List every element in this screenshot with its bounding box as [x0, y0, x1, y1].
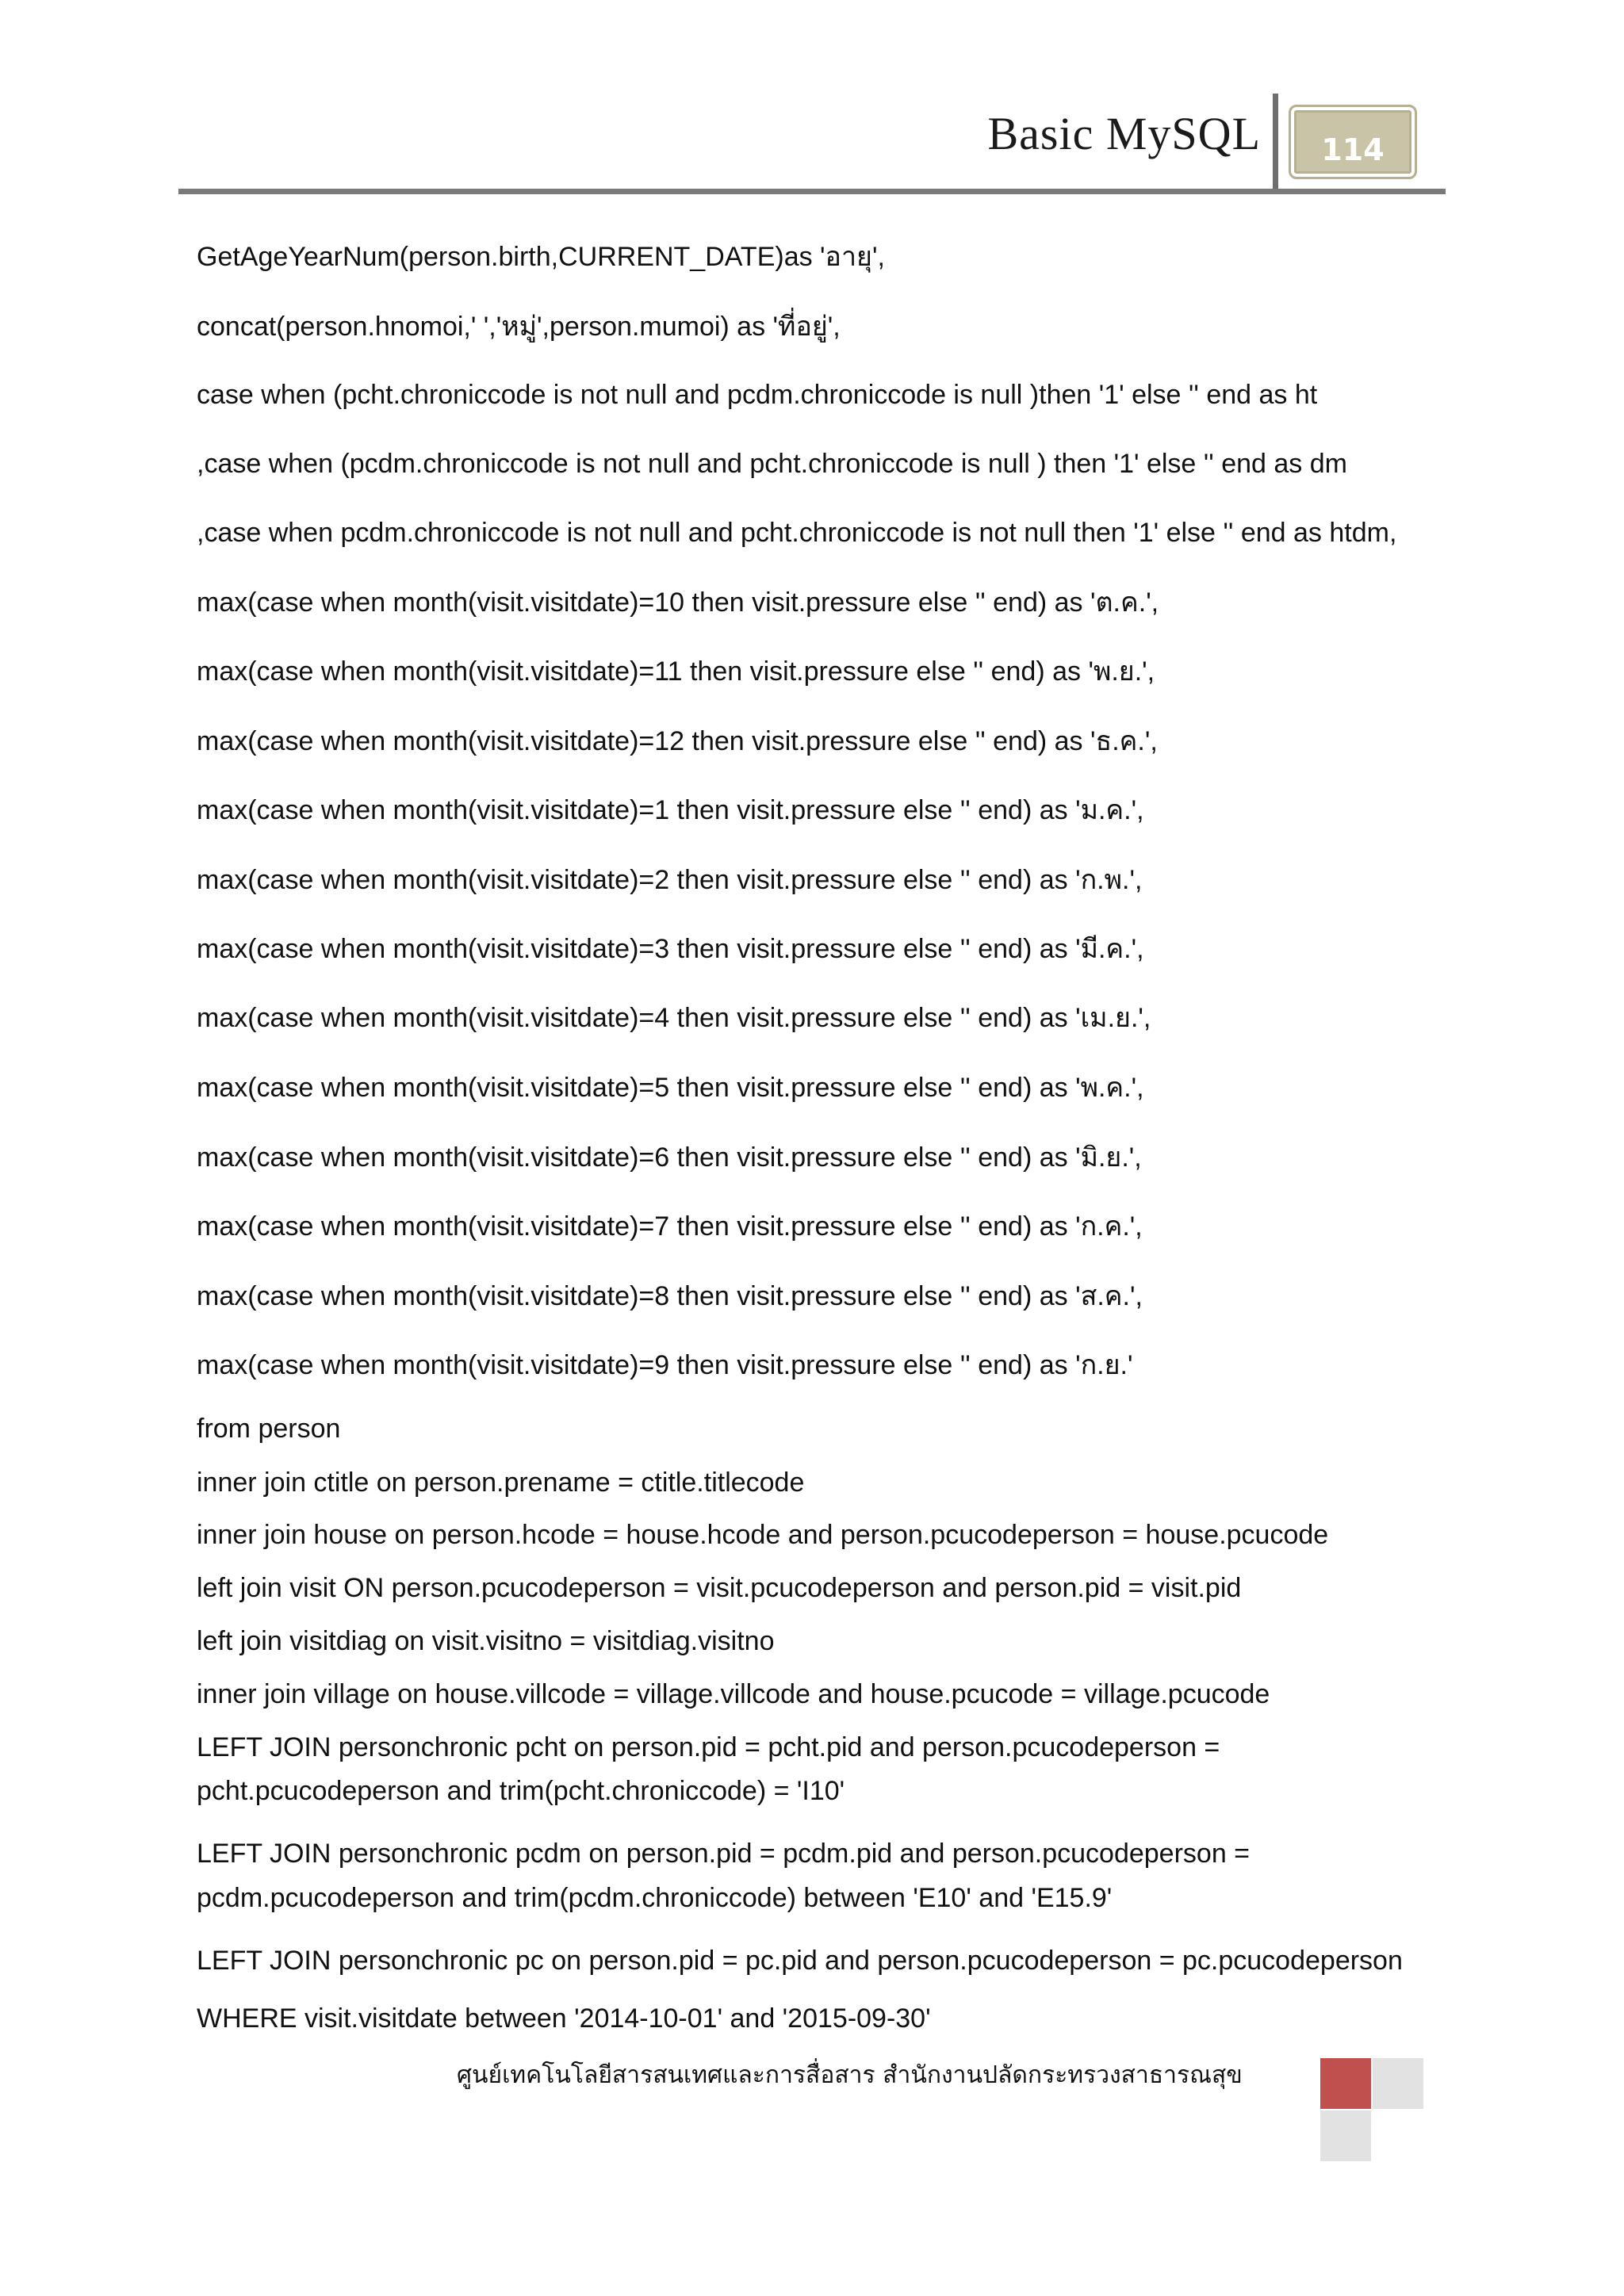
footer-organization: ศูนย์เทคโนโลยีสารสนเทศและการสื่อสาร สำนักงานปลัดกระทรวงสาธารณสุข: [457, 2061, 1243, 2089]
code-line: pcht.pcucodeperson and trim(pcht.chroniccode) = 'I10': [197, 1776, 845, 1806]
code-line: max(case when month(visit.visitdate)=7 then visit.pressure else '' end) as 'ก.ค.',: [197, 1211, 1143, 1242]
code-line: pcdm.pcucodeperson and trim(pcdm.chroniccode) between 'E10' and 'E15.9': [197, 1883, 1113, 1913]
code-line: from person: [197, 1414, 341, 1444]
code-line: left join visitdiag on visit.visitno = visitdiag.visitno: [197, 1626, 775, 1656]
code-line: max(case when month(visit.visitdate)=6 then visit.pressure else '' end) as 'มิ.ย.',: [197, 1142, 1142, 1173]
code-line: left join visit ON person.pcucodeperson = visit.pcucodeperson and person.pid = visit.pid: [197, 1573, 1242, 1603]
code-line: max(case when month(visit.visitdate)=2 then visit.pressure else '' end) as 'ก.พ.',: [197, 865, 1143, 895]
header-divider-vertical: [1273, 94, 1278, 193]
code-line: ,case when (pcdm.chroniccode is not null and pcht.chroniccode is null ) then '1' else '' end as dm: [197, 449, 1347, 479]
footer-decoration-gray: [1320, 2110, 1371, 2161]
header-title: Basic MySQL: [987, 108, 1261, 159]
page-header: [0, 0, 1624, 206]
code-line: WHERE visit.visitdate between '2014-10-01' and '2015-09-30': [197, 2003, 931, 2034]
code-line: LEFT JOIN personchronic pcht on person.pid = pcht.pid and person.pcucodeperson =: [197, 1732, 1220, 1762]
code-line: max(case when month(visit.visitdate)=1 then visit.pressure else '' end) as 'ม.ค.',: [197, 795, 1144, 825]
code-line: max(case when month(visit.visitdate)=3 then visit.pressure else '' end) as 'มี.ค.',: [197, 934, 1144, 964]
footer-decoration-gray: [1373, 2058, 1423, 2109]
code-line: max(case when month(visit.visitdate)=9 then visit.pressure else '' end) as 'ก.ย.': [197, 1350, 1133, 1380]
header-divider-horizontal: [178, 189, 1446, 194]
code-line: inner join house on person.hcode = house.hcode and person.pcucodeperson = house.pcucode: [197, 1520, 1329, 1550]
code-line: max(case when month(visit.visitdate)=11 then visit.pressure else '' end) as 'พ.ย.',: [197, 656, 1155, 687]
page-number: 114: [1321, 132, 1385, 167]
code-line: max(case when month(visit.visitdate)=12 then visit.pressure else '' end) as 'ธ.ค.',: [197, 726, 1158, 756]
code-line: concat(person.hnomoi,' ','หมู่',person.mumoi) as 'ที่อยู่',: [197, 312, 841, 342]
code-line: max(case when month(visit.visitdate)=10 then visit.pressure else '' end) as 'ต.ค.',: [197, 587, 1159, 618]
code-line: LEFT JOIN personchronic pc on person.pid = pc.pid and person.pcucodeperson = pc.pcucodeperson: [197, 1946, 1403, 1976]
code-line: max(case when month(visit.visitdate)=8 then visit.pressure else '' end) as 'ส.ค.',: [197, 1281, 1143, 1311]
code-line: LEFT JOIN personchronic pcdm on person.pid = pcdm.pid and person.pcucodeperson =: [197, 1839, 1251, 1869]
code-line: GetAgeYearNum(person.birth,CURRENT_DATE)as 'อายุ',: [197, 242, 885, 272]
code-line: max(case when month(visit.visitdate)=5 then visit.pressure else '' end) as 'พ.ค.',: [197, 1073, 1144, 1103]
code-line: case when (pcht.chroniccode is not null and pcdm.chroniccode is null )then '1' else '' end as ht: [197, 380, 1318, 410]
page-number-badge: [1289, 105, 1417, 179]
footer-decoration-red: [1320, 2058, 1371, 2109]
code-line: inner join village on house.villcode = village.villcode and house.pcucode = village.pcucode: [197, 1679, 1270, 1709]
code-line: max(case when month(visit.visitdate)=4 then visit.pressure else '' end) as 'เม.ย.',: [197, 1003, 1151, 1033]
code-line: inner join ctitle on person.prename = ctitle.titlecode: [197, 1468, 805, 1498]
code-line: ,case when pcdm.chroniccode is not null and pcht.chroniccode is not null then '1' else '' end as htdm,: [197, 518, 1397, 548]
